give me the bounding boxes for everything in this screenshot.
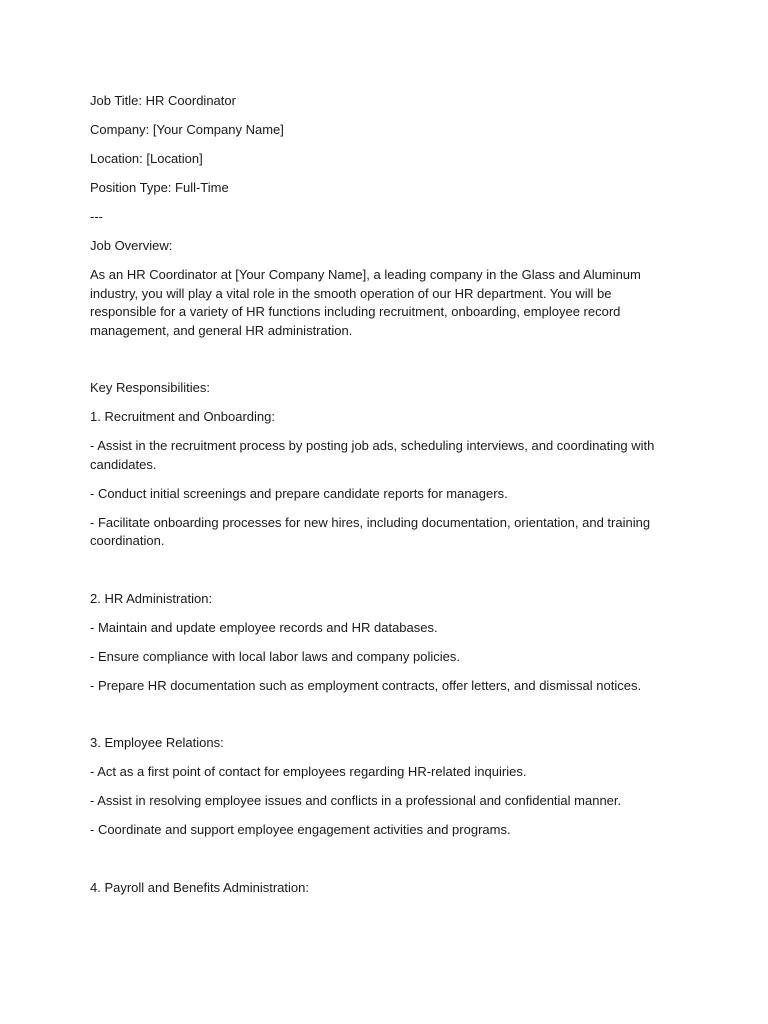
section-title: 2. HR Administration: [90,590,213,606]
list-item: - Coordinate and support employee engagement activities and programs. [90,822,511,837]
job-title-line: Job Title: HR Coordinator [90,93,236,108]
list-item: - Facilitate onboarding processes for new hires, including documentation, orientation, and training coordination. [90,514,651,548]
section-title: 1. Recruitment and Onboarding: [90,409,275,424]
list-item: - Conduct initial screenings and prepare candidate reports for managers. [90,485,508,501]
document-page [90,92,680,908]
section-title: 3. Employee Relations: [90,735,224,750]
list-item: - Act as a first point of contact for employees regarding HR-related inquiries. [90,764,527,779]
location-line: Location: [Location] [90,151,203,166]
company-line: Company: [Your Company Name] [90,122,284,137]
overview-heading: Job Overview: [90,238,173,253]
position-type-line: Position Type: Full-Time [90,180,229,195]
list-item: - Prepare HR documentation such as employment contracts, offer letters, and dismissal notices. [90,677,642,693]
list-item: - Ensure compliance with local labor laws and company policies. [90,648,460,664]
section-title: 4. Payroll and Benefits Administration: [90,879,309,895]
separator: --- [90,209,103,224]
list-item: - Assist in resolving employee issues and conflicts in a professional and confidential manner. [90,793,622,808]
responsibilities-heading: Key Responsibilities: [90,380,210,395]
overview-text: As an HR Coordinator at [Your Company Name], a leading company in the Glass and Aluminum industry, you will play a vital role in the smooth operation of our HR department. You will be responsible for a variety of HR functions including recruitment, onboarding, employee record management, and general HR administration. [90,267,641,338]
list-item: - Assist in the recruitment process by posting job ads, scheduling interviews, and coordinating with candidates. [90,438,655,472]
list-item: - Maintain and update employee records and HR databases. [90,619,438,635]
